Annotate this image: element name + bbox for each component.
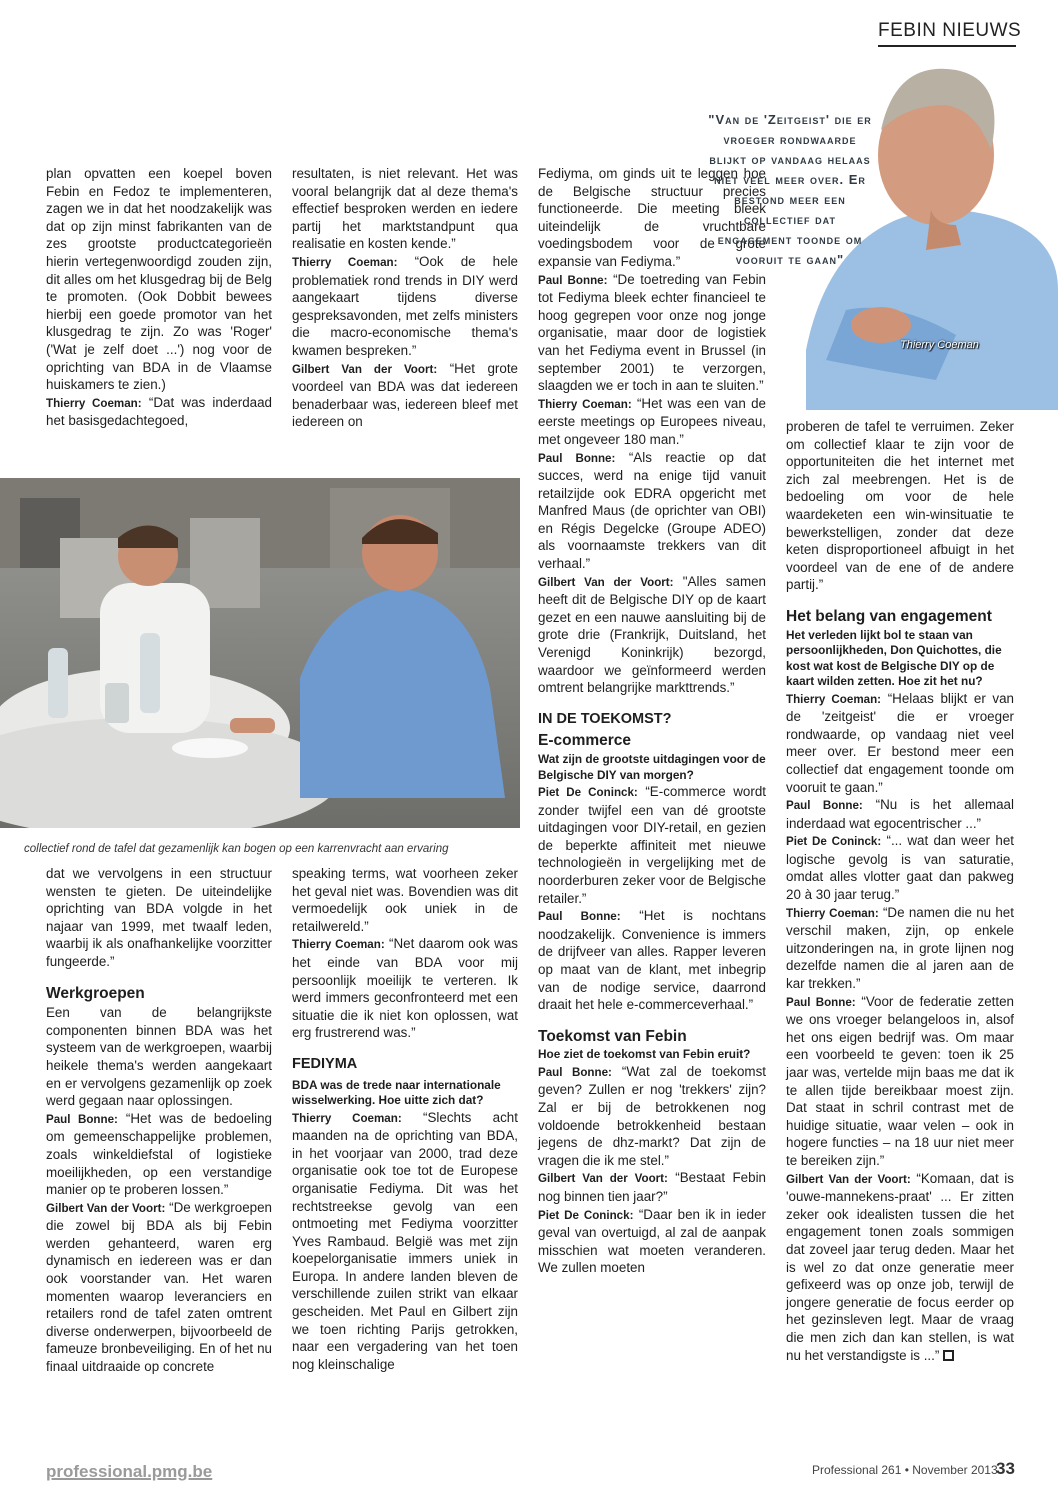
speaker: Thierry Coeman:	[538, 397, 632, 411]
speaker: Paul Bonne:	[538, 273, 608, 287]
paragraph: Thierry Coeman: “Ook de hele problematiek rond trends in DIY werd aangekaart tijdens diverse gespreksavonden, met zelfs ministers die macro-economische thema's kwamen bespreken.”	[292, 253, 518, 358]
speaker: Thierry Coeman:	[292, 1111, 402, 1125]
interview-question: BDA was de trede naar internationale wisselwerking. Hoe uitte zich dat?	[292, 1077, 501, 1108]
paragraph: Thierry Coeman: “Helaas blijkt er van de 'zeitgeist' die er vroeger rondwaarde, op vandaag niet veel meer over. Er bestond meer een collectief dat engagement toonde om vooruit te gaan.”	[786, 690, 1014, 795]
paragraph: Een van de belangrijkste componenten binnen BDA was het systeem van de werkgroepen, waarbij heikele thema's werden aangekaart en er vervolgens gezamenlijk op zoek werd gegaan naar oplossingen.	[46, 1005, 272, 1109]
speaker: Paul Bonne:	[538, 910, 621, 924]
paragraph: Thierry Coeman: “Net daarom ook was het einde van BDA voor mij persoonlijk moeilijk te verteren. Ik werd immers geconfronteerd met een situatie die ik niet kon oplossen, wat erg frustrerend was.”	[292, 936, 518, 1041]
speaker: Gilbert Van der Voort:	[292, 362, 438, 376]
paragraph: Gilbert Van der Voort: “De werkgroepen die zowel bij BDA als bij Febin werden gehanteerd, waren erg dynamisch en iedereen was er dan ook voorstander van. Het waren momenten waarop leveranciers en retailers rond de tafel zaten omtrent diverse onderwerpen, bijvoorbeeld de fameuze bronbeveiliging. En of het nu finaal uitdraaide op concrete	[46, 1199, 272, 1375]
speaker: Gilbert Van der Voort:	[538, 1172, 668, 1186]
section-rule	[878, 45, 1016, 47]
paragraph: Paul Bonne: “Wat zal de toekomst geven? Zullen er nog 'trekkers' zijn? Zal er bij de betrokkenen nog voldoende betrokkenheid bestaan jegens de dhz-markt? Dat zijn de vragen die ik me stel.”	[538, 1063, 766, 1168]
paragraph: Gilbert Van der Voort: “Het grote voordeel van BDA was dat iedereen benaderbaar was, iedereen bleef met iedereen on	[292, 360, 518, 430]
interview-question: Wat zijn de grootste uitdagingen voor de Belgische DIY van morgen?	[538, 752, 766, 782]
column-1-bottom	[46, 865, 272, 1376]
speaker: Paul Bonne:	[786, 799, 863, 813]
section-heading: FEDIYMA	[292, 1055, 358, 1072]
speaker: Thierry Coeman:	[786, 906, 879, 920]
subheading: Werkgroepen	[46, 984, 145, 1002]
speaker: Thierry Coeman:	[292, 255, 398, 269]
column-1-top	[46, 165, 272, 430]
paragraph: Piet De Coninck: “Daar ben ik in ieder geval van overtuigd, al zal de aanpak misschien wat moeten veranderen. We zullen moeten	[538, 1206, 766, 1276]
speaker: Gilbert Van der Voort:	[46, 1201, 166, 1215]
portrait-caption: Thierry Coeman	[900, 339, 979, 351]
paragraph: Gilbert Van der Voort: "Alles samen heeft dit de Belgische DIY op de kaart gezet en een nauwe aansluiting bij de grote drie (Frankrijk, Duitsland, het Verenigd Koninkrijk) bezorgd, waardoor we geïnformeerd werden omtrent belangrijke markttrends.”	[538, 573, 766, 696]
speaker: Thierry Coeman:	[786, 692, 882, 706]
paragraph: Paul Bonne: “Het is nochtans noodzakelijk. Convenience is immers de drijfveer van alles. Rapper leveren op maat van de klant, met inbegrip van de nodige service, daarrond draait het hele e-commerceverhaal.”	[538, 908, 766, 1013]
speaker: Piet De Coninck:	[538, 786, 638, 799]
paragraph: Paul Bonne: “Het was de bedoeling om gemeenschappelijke problemen, zoals winkeldiefstal of logistieke moeilijkheden, op een verstandige manier op te proberen lossen.”	[46, 1110, 272, 1198]
website-link[interactable]: professional.pmg.be	[46, 1462, 213, 1481]
subheading: E-commerce	[538, 732, 632, 750]
speaker: Gilbert Van der Voort:	[538, 575, 674, 589]
paragraph: Piet De Coninck: “... wat dan weer het logische gevolg is van saturatie, omdat alles vlotter gaat dan pakweg 20 à 30 jaar terug.”	[786, 833, 1014, 903]
subheading: Het belang van engagement	[786, 607, 992, 625]
paragraph: Paul Bonne: “De toetreding van Febin tot Fediyma bleek echter financieel te hoog gegrepen voor onze nog jonge organisatie, maar door de logistiek van het Fediyma event in Brussel (in september 2001) te verzorgen, slaagden we er toch in aan te sluiten.”	[538, 271, 766, 394]
paragraph: Paul Bonne: “Nu is het allemaal inderdaad wat egocentrischer ...”	[786, 797, 1014, 831]
page-number: 33	[996, 1459, 1015, 1478]
paragraph: speaking terms, wat voorheen zeker het geval niet was. Bovendien was dit vermoedelijk ook uniek in de retailwereld.”	[292, 866, 518, 934]
paragraph: resultaten, is niet relevant. Het was vooral belangrijk dat al deze thema's effectief besproken werden en iedere partij het marktstandpunt qua realisatie en kosten kende.”	[292, 166, 518, 252]
photo-caption: collectief rond de tafel dat gezamenlijk kan bogen op een karrenvracht aan ervaring	[24, 843, 449, 855]
column-4	[786, 418, 1014, 1364]
paragraph: Thierry Coeman: “Slechts acht maanden na de oprichting van BDA, in het voorjaar van 2000, trad deze organisatie ook toe tot de Europese organisatie Fediyma. Dit was het rechtstreekse gevolg van een ontmoeting met Fediyma voorzitter Yves Rambaud. België was met zijn koepelorganisatie immers uniek in Europa. In andere landen bleven de verschillende zuilen strikt van elkaar gescheiden. Met Paul en Gilbert zijn we toen richting Parijs getrokken, naar een vergadering van het toen nog kleinschalige	[292, 1109, 518, 1372]
speaker: Thierry Coeman:	[292, 938, 385, 952]
table-meeting-photo	[0, 478, 520, 828]
paragraph: Thierry Coeman: “De namen die nu het verschil maken, zijn, op enkele uitzonderingen na, in grote lijnen nog dezelfde namen die al jaren aan de kar trekken.”	[786, 904, 1014, 992]
paragraph: Gilbert Van der Voort: “Bestaat Febin nog binnen tien jaar?”	[538, 1170, 766, 1204]
paragraph: Thierry Coeman: “Dat was inderdaad het basisgedachtegoed,	[46, 394, 272, 429]
paragraph: Paul Bonne: “Als reactie op dat succes, werd na enige tijd vanuit retailzijde ook EDRA opgericht met Manfred Maus (de oprichter van OBI) en Régis Degelcke (Groupe ADEO) als voornaamste trekkers van dit verhaal.”	[538, 449, 766, 572]
speaker: Paul Bonne:	[538, 1065, 612, 1079]
paragraph: dat we vervolgens in een structuur wensten te gieten. De uiteindelijke oprichting van BDA volgde in het najaar van 1999, met twaalf leden, waarbij ik als onafhankelijke voorzitter fungeerde.”	[46, 866, 272, 969]
speaker: Gilbert Van der Voort:	[786, 1172, 911, 1186]
end-of-article-icon	[943, 1350, 954, 1361]
speaker: Piet De Coninck:	[786, 835, 882, 849]
paragraph: Piet De Coninck: “E-commerce wordt zonder twijfel een van dé grootste uitdagingen voor DIY-retail, en gezien de beperkte affiniteit met nieuwe technologieën in vergelijking met de noorderburen zeker voor de Belgische retailer.”	[538, 784, 766, 906]
subheading: Toekomst van Febin	[538, 1027, 687, 1045]
paragraph: Paul Bonne: “Voor de federatie zetten we ons vroeger belangeloos in, alsof het ons eigen bedrijf was. Om maar een voorbeeld te geven: toen ik 25 jaar was, vertelde mijn baas me dat ik te allen tijde bereikbaar moest zijn. Dat staat in schril contrast met de huidige situatie, waar velen – ook in hogere functies – na 18 uur niet meer te bereiken zijn.”	[786, 993, 1014, 1168]
speaker: Piet De Coninck:	[538, 1208, 634, 1222]
pull-quote: "Van de 'Zeitgeist' die er vroeger rondwaarde blijkt op vandaag helaas niet veel meer over. Er bestond meer een collectief dat engagement toonde om vooruit te gaan"	[708, 112, 872, 267]
column-2-top	[292, 165, 518, 431]
paragraph: plan opvatten een koepel boven Febin en Fedoz te implementeren, zagen we in dat het noodzakelijk was dat op zijn minst fabrikanten van de zes grootste productcategorieën hierin vertegenwoordigd zouden zijn, dit alles om het klusgedrag bij de Belg te promoten. (Ook Dobbit bewees hierbij een goede promotor van het klusgedrag te zijn. Zo was 'Roger' ('Wat je zelf doet ...') nog voor de oprichting van BDA in de Vlaamse huiskamers te zien.)	[46, 166, 272, 393]
section-heading: IN DE TOEKOMST?	[538, 710, 672, 727]
paragraph: proberen de tafel te verruimen. Zeker om collectief klaar te zijn voor de opportuniteiten die het internet met zich zal meebrengen. Het is de bedoeling om voor de hele waardeketen een win-winsituatie te bewerkstelligen, zonder dat deze keten disproportioneel afbuigt in het voordeel van de ene of de andere partij.”	[786, 419, 1014, 593]
issue-info: Professional 261 • November 2013	[812, 1463, 998, 1477]
paragraph: Fediyma, om ginds uit te leggen hoe de Belgische structuur precies functioneerde. Die meeting bleek uiteindelijk de vruchtbare voedingsbodem voor de grote expansie van Fediyma.”	[538, 166, 766, 269]
interview-question: Hoe ziet de toekomst van Febin eruit?	[538, 1047, 751, 1062]
speaker: Thierry Coeman:	[46, 396, 142, 410]
speaker: Paul Bonne:	[538, 451, 616, 465]
column-3	[538, 165, 766, 1277]
interview-question: Het verleden lijkt bol te staan van persoonlijkheden, Don Quichottes, die kost wat kost de Belgische DIY op de kaart wilden zetten. Hoe zit het nu?	[786, 627, 1002, 689]
speaker: Paul Bonne:	[786, 995, 856, 1009]
column-2-bottom	[292, 865, 518, 1373]
section-title: FEBIN NIEUWS	[878, 20, 1022, 41]
speaker: Paul Bonne:	[46, 1112, 118, 1126]
paragraph: Thierry Coeman: “Het was een van de eerste meetings op Europees niveau, met ongeveer 180 man.”	[538, 395, 766, 447]
paragraph: Gilbert Van der Voort: “Komaan, dat is 'ouwe-mannekens-praat' ... Er zitten zeker ook idealisten tussen die het engagement tonen zoals sommigen dat zoveel jaar terug deden. Maar het is wel zo dat onze generatie meer gefixeerd was op onze job, terwijl de jongere generatie de focus eerder op het gezinsleven legt. Maar de vraag die men zich dan kan stellen, is wat nu het verstandigste is ...”	[786, 1170, 1014, 1363]
